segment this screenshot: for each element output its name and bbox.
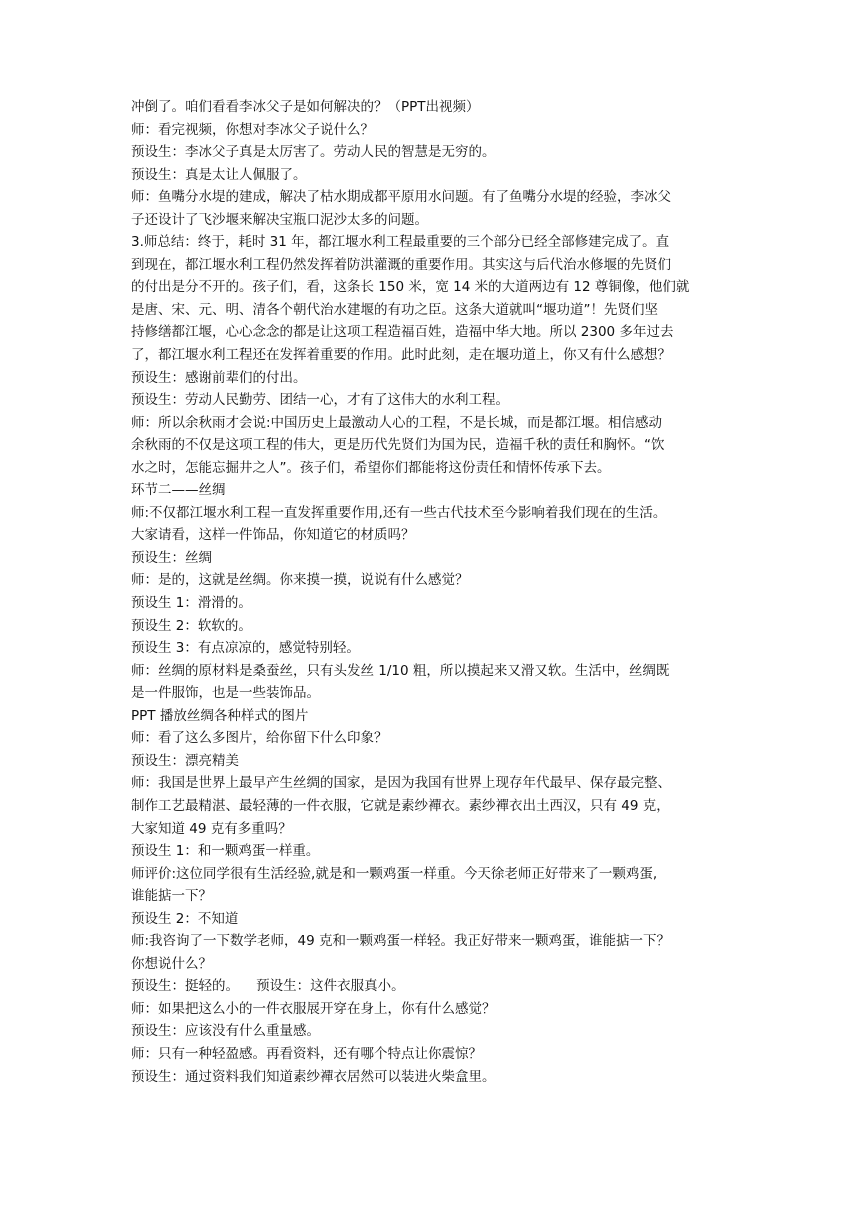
- text-line: 到现在，都江堰水利工程仍然发挥着防洪灌溉的重要作用。其实这与后代治水修堰的先贤们: [131, 256, 671, 273]
- text-line: 是唐、宋、元、明、清各个朝代治水建堰的有功之臣。这条大道就叫“堰功道”！先贤们坚: [131, 301, 658, 318]
- text-line: 预设生：丝绸: [131, 549, 212, 566]
- text-line: 师：丝绸的原材料是桑蚕丝，只有头发丝 1/10 粗，所以摸起来又滑又软。生活中，丝绸既: [131, 662, 670, 679]
- text-line: 大家请看，这样一件饰品，你知道它的材质吗？: [131, 527, 415, 544]
- text-line: 师：所以余秋雨才会说:中国历史上最激动人心的工程，不是长城，而是都江堰。相信感动: [131, 414, 663, 431]
- text-line: 预设生：李冰父子真是太厉害了。劳动人民的智慧是无穷的。: [131, 144, 496, 161]
- text-line: 预设生 2：不知道: [131, 910, 239, 927]
- text-line: 师评价:这位同学很有生活经验,就是和一颗鸡蛋一样重。今天徐老师正好带来了一颗鸡蛋,: [131, 865, 658, 882]
- text-line: 预设生 1：和一颗鸡蛋一样重。: [131, 843, 320, 860]
- text-line: 是一件服饰，也是一些装饰品。: [131, 685, 320, 702]
- text-line: 持修缮都江堰，心心念念的都是让这项工程造福百姓，造福中华大地。所以 2300 多年过去: [131, 324, 674, 341]
- text-line: 预设生 1：滑滑的。: [131, 595, 252, 612]
- text-line: 师：看完视频，你想对李冰父子说什么？: [131, 121, 374, 138]
- text-line: 预设生：挺轻的。 预设生：这件衣服真小。: [131, 978, 405, 995]
- text-line: 谁能掂一下？: [131, 888, 212, 905]
- text-line: 水之时，怎能忘掘井之人”。孩子们，希望你们都能将这份责任和情怀传承下去。: [131, 459, 611, 476]
- text-line: PPT 播放丝绸各种样式的图片: [131, 707, 309, 724]
- text-line: 师：鱼嘴分水堤的建成，解决了枯水期成都平原用水问题。有了鱼嘴分水堤的经验，李冰父: [131, 189, 671, 206]
- text-line: 师：只有一种轻盈感。再看资料，还有哪个特点让你震惊？: [131, 1045, 482, 1062]
- text-line: 师:不仅都江堰水利工程一直发挥重要作用,还有一些古代技术至今影响着我们现在的生活。: [131, 504, 667, 521]
- text-line: 师:我咨询了一下数学老师，49 克和一颗鸡蛋一样轻。我正好带来一颗鸡蛋，谁能掂一下？: [131, 933, 671, 950]
- text-line: 了，都江堰水利工程还在发挥着重要的作用。此时此刻，走在堰功道上，你又有什么感想？: [131, 347, 671, 364]
- text-line: 制作工艺最精湛、最轻薄的一件衣服，它就是素纱襌衣。素纱襌衣出土西汉，只有 49 克，: [131, 797, 670, 814]
- section-heading: 环节二——丝绸: [131, 482, 226, 499]
- text-line: 预设生 2：软软的。: [131, 617, 252, 634]
- text-line: 师：如果把这么小的一件衣服展开穿在身上，你有什么感觉？: [131, 1000, 496, 1017]
- text-line: 预设生：真是太让人佩服了。: [131, 166, 307, 183]
- text-line: 子还设计了飞沙堰来解决宝瓶口泥沙太多的问题。: [131, 211, 428, 228]
- text-line: 余秋雨的不仅是这项工程的伟大，更是历代先贤们为国为民，造福千秋的责任和胸怀。“饮: [131, 437, 665, 454]
- text-line: 的付出是分不开的。孩子们，看，这条长 150 米，宽 14 米的大道两边有 12 尊铜像，他们就: [131, 279, 690, 296]
- document-page: [131, 96, 743, 1088]
- text-line: 预设生：通过资料我们知道素纱襌衣居然可以装进火柴盒里。: [131, 1068, 496, 1085]
- text-line: 预设生：应该没有什么重量感。: [131, 1023, 320, 1040]
- text-line: 师：我国是世界上最早产生丝绸的国家，是因为我国有世界上现存年代最早、保存最完整、: [131, 775, 671, 792]
- text-line: 你想说什么？: [131, 955, 212, 972]
- text-line: 3.师总结：终于，耗时 31 年，都江堰水利工程最重要的三个部分已经全部修建完成了。直: [131, 234, 670, 251]
- text-line: 师：是的，这就是丝绸。你来摸一摸，说说有什么感觉？: [131, 572, 469, 589]
- text-line: 预设生 3：有点凉凉的，感觉特别轻。: [131, 640, 360, 657]
- text-line: 预设生：劳动人民勤劳、团结一心，才有了这伟大的水利工程。: [131, 392, 509, 409]
- text-line: 大家知道 49 克有多重吗？: [131, 820, 292, 837]
- text-line: 预设生：感谢前辈们的付出。: [131, 369, 307, 386]
- text-line: 师：看了这么多图片，给你留下什么印象？: [131, 730, 388, 747]
- text-line: 预设生：漂亮精美: [131, 752, 239, 769]
- text-line: 冲倒了。咱们看看李冰父子是如何解决的？（PPT出视频）: [131, 99, 480, 115]
